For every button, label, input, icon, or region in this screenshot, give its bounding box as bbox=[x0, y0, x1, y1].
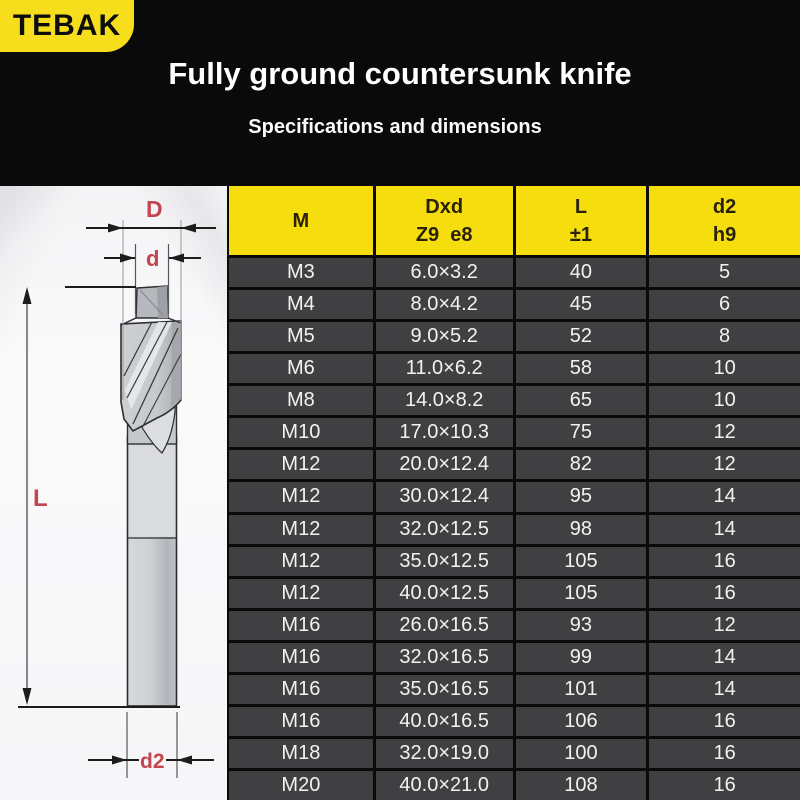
tool-pilot bbox=[136, 286, 168, 318]
table-cell: 95 bbox=[516, 482, 650, 511]
table-header-l bbox=[516, 186, 650, 255]
table-row bbox=[229, 736, 800, 768]
table-row bbox=[229, 672, 800, 704]
table-body bbox=[229, 255, 800, 800]
dim-label-d2: d2 bbox=[140, 750, 165, 773]
table-row bbox=[229, 255, 800, 287]
table-cell: 65 bbox=[516, 386, 650, 415]
table-cell: 52 bbox=[516, 322, 650, 351]
table-cell: 14 bbox=[649, 515, 800, 544]
table-cell: 40.0×16.5 bbox=[376, 707, 516, 736]
table-row bbox=[229, 576, 800, 608]
table-cell: 8.0×4.2 bbox=[376, 290, 516, 319]
table-row bbox=[229, 287, 800, 319]
table-cell: 26.0×16.5 bbox=[376, 611, 516, 640]
table-cell: 32.0×19.0 bbox=[376, 739, 516, 768]
table-cell: M12 bbox=[229, 450, 376, 479]
page-subtitle: Specifications and dimensions bbox=[248, 116, 542, 138]
table-cell: M18 bbox=[229, 739, 376, 768]
table-cell: 40 bbox=[516, 258, 650, 287]
table-row bbox=[229, 319, 800, 351]
table-cell: 14 bbox=[649, 643, 800, 672]
table-header-dxd bbox=[376, 186, 516, 255]
dim-label-D: D bbox=[146, 196, 163, 222]
header-line: M bbox=[292, 209, 310, 232]
table-cell: 14 bbox=[649, 675, 800, 704]
table-cell: 75 bbox=[516, 418, 650, 447]
table-header-row bbox=[229, 186, 800, 255]
table-cell: M10 bbox=[229, 418, 376, 447]
table-row bbox=[229, 415, 800, 447]
table-cell: 6 bbox=[649, 290, 800, 319]
table-cell: 14.0×8.2 bbox=[376, 386, 516, 415]
table-cell: M4 bbox=[229, 290, 376, 319]
table-cell: 14 bbox=[649, 482, 800, 511]
table-cell: 100 bbox=[516, 739, 650, 768]
brand-logo: TEBAK bbox=[0, 0, 134, 52]
table-cell: 108 bbox=[516, 771, 650, 800]
spec-table bbox=[227, 186, 800, 800]
table-cell: 10 bbox=[649, 354, 800, 383]
header-line: ±1 bbox=[569, 223, 592, 246]
table-row bbox=[229, 640, 800, 672]
table-cell: 82 bbox=[516, 450, 650, 479]
drawing-panel bbox=[0, 186, 227, 800]
table-cell: 40.0×21.0 bbox=[376, 771, 516, 800]
table-cell: 9.0×5.2 bbox=[376, 322, 516, 351]
table-cell: 10 bbox=[649, 386, 800, 415]
table-row bbox=[229, 608, 800, 640]
table-cell: 12 bbox=[649, 450, 800, 479]
table-cell: M16 bbox=[229, 707, 376, 736]
table-cell: 11.0×6.2 bbox=[376, 354, 516, 383]
top-banner bbox=[0, 0, 800, 186]
table-cell: 16 bbox=[649, 739, 800, 768]
table-cell: M12 bbox=[229, 547, 376, 576]
table-cell: M8 bbox=[229, 386, 376, 415]
table-cell: 101 bbox=[516, 675, 650, 704]
table-row bbox=[229, 479, 800, 511]
table-cell: 6.0×3.2 bbox=[376, 258, 516, 287]
header-line: d2 bbox=[712, 195, 737, 218]
table-cell: M16 bbox=[229, 643, 376, 672]
table-cell: 105 bbox=[516, 547, 650, 576]
header-line: h9 bbox=[712, 223, 737, 246]
table-cell: M6 bbox=[229, 354, 376, 383]
table-cell: M12 bbox=[229, 515, 376, 544]
table-row bbox=[229, 544, 800, 576]
table-row bbox=[229, 351, 800, 383]
table-cell: 99 bbox=[516, 643, 650, 672]
table-row bbox=[229, 447, 800, 479]
dim-label-L: L bbox=[33, 485, 48, 512]
table-cell: 12 bbox=[649, 611, 800, 640]
table-cell: 16 bbox=[649, 707, 800, 736]
table-row bbox=[229, 704, 800, 736]
table-cell: 106 bbox=[516, 707, 650, 736]
header-line: L bbox=[574, 195, 588, 218]
table-cell: 30.0×12.4 bbox=[376, 482, 516, 511]
countersink-diagram bbox=[0, 186, 227, 800]
table-cell: M5 bbox=[229, 322, 376, 351]
table-cell: 20.0×12.4 bbox=[376, 450, 516, 479]
table-cell: 16 bbox=[649, 579, 800, 608]
table-cell: 5 bbox=[649, 258, 800, 287]
dimension-d2 bbox=[88, 712, 214, 778]
table-cell: 8 bbox=[649, 322, 800, 351]
table-cell: M16 bbox=[229, 611, 376, 640]
table-cell: M20 bbox=[229, 771, 376, 800]
table-cell: 40.0×12.5 bbox=[376, 579, 516, 608]
table-cell: 32.0×12.5 bbox=[376, 515, 516, 544]
table-cell: 93 bbox=[516, 611, 650, 640]
table-cell: 16 bbox=[649, 771, 800, 800]
table-cell: 35.0×16.5 bbox=[376, 675, 516, 704]
table-cell: 45 bbox=[516, 290, 650, 319]
table-cell: 58 bbox=[516, 354, 650, 383]
header-line: Z9 e8 bbox=[415, 223, 473, 246]
table-cell: 32.0×16.5 bbox=[376, 643, 516, 672]
table-cell: M3 bbox=[229, 258, 376, 287]
dim-label-d: d bbox=[146, 246, 160, 271]
table-cell: M16 bbox=[229, 675, 376, 704]
table-cell: 105 bbox=[516, 579, 650, 608]
table-cell: M12 bbox=[229, 579, 376, 608]
table-row bbox=[229, 383, 800, 415]
table-cell: 35.0×12.5 bbox=[376, 547, 516, 576]
table-header-d2 bbox=[649, 186, 800, 255]
table-row bbox=[229, 768, 800, 800]
table-cell: 17.0×10.3 bbox=[376, 418, 516, 447]
tool-shank bbox=[128, 436, 177, 706]
page-title: Fully ground countersunk knife bbox=[168, 56, 632, 91]
table-cell: 12 bbox=[649, 418, 800, 447]
table-cell: 98 bbox=[516, 515, 650, 544]
table-cell: 16 bbox=[649, 547, 800, 576]
header-line: Dxd bbox=[425, 195, 464, 218]
table-header-m bbox=[229, 186, 376, 255]
table-cell: M12 bbox=[229, 482, 376, 511]
table-row bbox=[229, 512, 800, 544]
